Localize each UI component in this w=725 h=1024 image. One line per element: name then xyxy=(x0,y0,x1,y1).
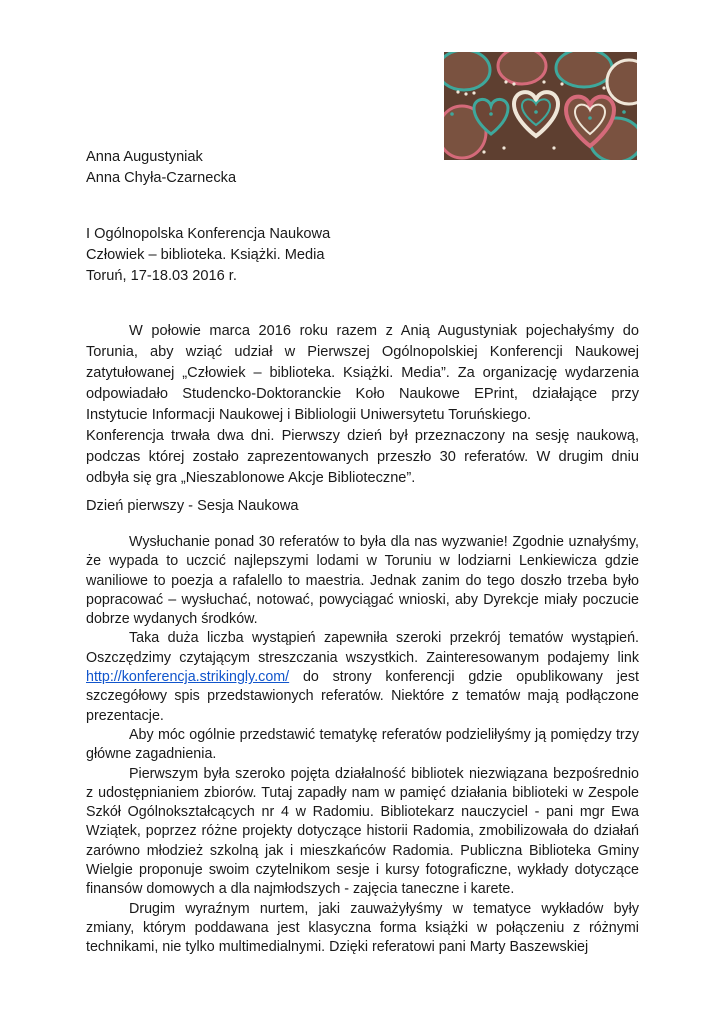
intro-paragraph: Konferencja trwała dwa dni. Pierwszy dzień był przeznaczony na sesję naukową, podczas której zostało zaprezentowanych przeszło 30 referatów. W drugim dniu odbyła się gra „Nieszablonowe Akcje Biblioteczne”. xyxy=(86,428,639,486)
body-paragraph: Pierwszym była szeroko pojęta działalność bibliotek niezwiązana bezpośrednio z udostępnianiem zbiorów. Tutaj zapadły nam w pamięć działania biblioteki w Zespole Szkół Ogólnokształcących nr 4 w Radomiu. Bibliotekarz nauczyciel - pani mgr Ewa Wziątek, poprzez różne projekty dotyczące historii Radomia, zmobilizowała do działań zarówno młodzież szkolną jak i mieszkańców Radomia. Publiczna Biblioteka Gminy Wielgie proponuje swoim czytelnikom sesje i kursy fotograficzne, wykłady dotyczące finansów domowych a dla najmłodszych - zajęcia taneczne i karete. xyxy=(86,765,639,898)
intro-section xyxy=(86,321,639,489)
body-paragraph: Drugim wyraźnym nurtem, jaki zauważyłyśmy w tematyce wykładów były zmiany, którym poddawana jest klasyczna forma książki w połączeniu z różnymi technikami, nie tylko multimedialnymi. Dzięki referatowi pani Marty Baszewskiej xyxy=(86,900,639,956)
conference-subtitle: Człowiek – biblioteka. Książki. Media xyxy=(86,247,325,263)
body-text: Taka duża liczba wystąpień zapewniła szeroki przekrój tematów wystąpień. Oszczędzimy czytającym streszczania wszystkich. Zainteresowanym podajemy link xyxy=(86,630,639,666)
gingerbread-hearts-photo-icon xyxy=(444,52,637,160)
conference-title: I Ogólnopolska Konferencja Naukowa xyxy=(86,226,331,242)
author-name: Anna Augustyniak xyxy=(86,149,203,165)
body-paragraph: Wysłuchanie ponad 30 referatów to była dla nas wyzwanie! Zgodnie uznałyśmy, że wypada to uczcić najlepszymi lodami w Toruniu w lodziarni Lenkiewicza gdzie waniliowe to poezja a rafalello to maestria. Jednak zanim do tego doszło trzeba było popracować – wysłuchać, notować, powyciągać wnioski, aby Dyrekcje miały poczucie dobrze wydanych środków. xyxy=(86,534,639,628)
intro-paragraph: W połowie marca 2016 roku razem z Anią Augustyniak pojechałyśmy do Torunia, aby wziąć udział w Pierwszej Ogólnopolskiej Konferencji Naukowej zatytułowanej „Człowiek – biblioteka. Książki. Media”. Za organizację wydarzenia odpowiadało Studencko-Doktoranckie Koło Naukowe EPrint, działające przy Instytucie Informacji Naukowej i Bibliologii Uniwersytetu Toruńskiego. xyxy=(86,323,639,423)
author-name: Anna Chyła-Czarnecka xyxy=(86,170,237,186)
body-text: do strony konferencji gdzie opublikowany jest szczegółowy spis przedstawionych referatów. Niektóre z tematów mają podłączone prezentacje. xyxy=(86,669,639,724)
body-paragraph: Aby móc ogólnie przedstawić tematykę referatów podzieliłyśmy ją pomiędzy trzy główne zagadnienia. xyxy=(86,726,639,763)
body-section xyxy=(86,533,639,958)
authors-block xyxy=(86,147,236,189)
conference-place-date: Toruń, 17-18.03 2016 r. xyxy=(86,268,237,284)
body-paragraph xyxy=(86,629,639,725)
gingerbread-hearts-photo xyxy=(444,52,637,160)
conference-website-link[interactable]: http://konferencja.strikingly.com/ xyxy=(86,669,290,686)
section-heading: Dzień pierwszy - Sesja Naukowa xyxy=(86,498,299,514)
conference-info xyxy=(86,224,330,287)
